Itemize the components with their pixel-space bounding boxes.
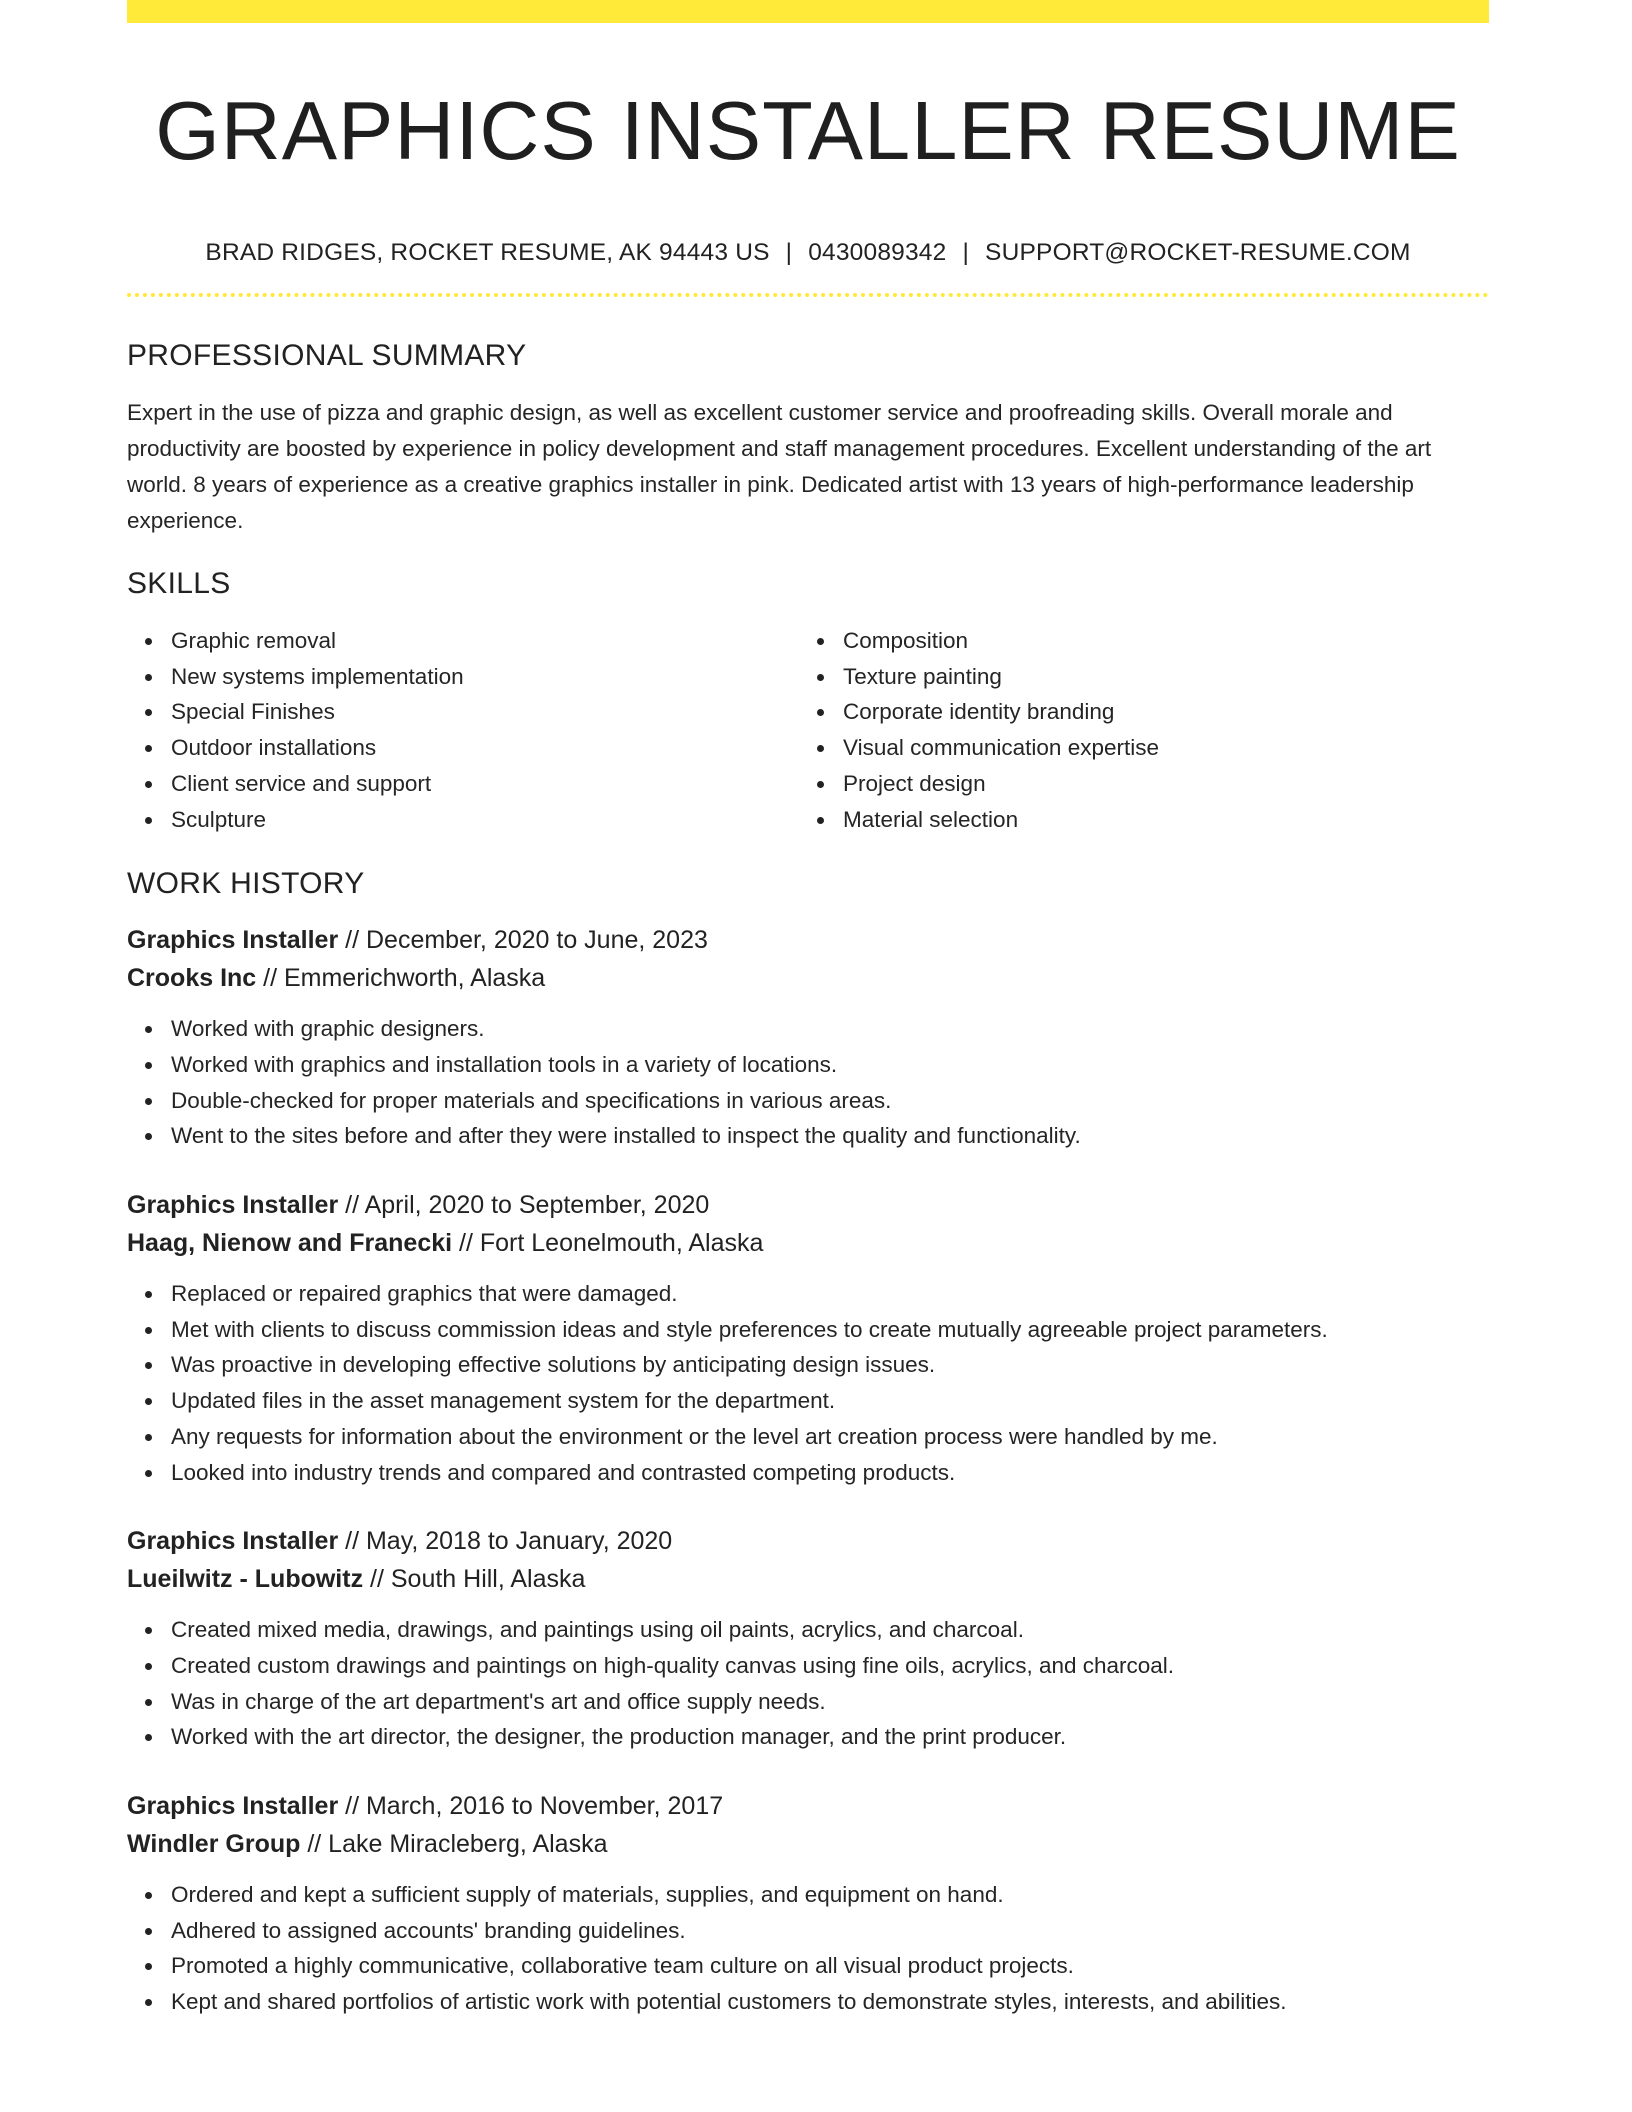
job-company: Haag, Nienow and Franecki — [127, 1229, 453, 1258]
skill-item: Outdoor installations — [171, 730, 799, 766]
job-company: Lueilwitz - Lubowitz — [127, 1565, 364, 1594]
job-title: Graphics Installer — [127, 1527, 339, 1556]
skill-item: Project design — [843, 766, 1471, 802]
resume-page — [127, 0, 1489, 2020]
summary-text: Expert in the use of pizza and graphic design, as well as excellent customer service and proofreading skills. Overall morale and productivity are boosted by experience in policy development and staff management procedures. Excellent understanding of the art world. 8 years of experience as a creative graphics installer in pink. Dedicated artist with 13 years of high-performance leadership experience. — [127, 400, 1432, 533]
job-duties — [127, 1011, 1489, 1154]
section-heading-work-history: WORK HISTORY — [127, 867, 365, 901]
skill-item: Material selection — [843, 802, 1471, 838]
job-dates: // December, 2020 to June, 2023 — [338, 926, 708, 955]
job-entry — [127, 921, 1489, 1154]
job-company: Crooks Inc — [127, 964, 257, 993]
contact-line — [127, 237, 1489, 269]
contact-email[interactable]: SUPPORT@ROCKET-RESUME.COM — [985, 239, 1411, 266]
contact-address: BRAD RIDGES, ROCKET RESUME, AK 94443 US — [205, 239, 770, 266]
duty-item: Worked with graphic designers. — [171, 1011, 1489, 1047]
duty-item: Worked with graphics and installation tools in a variety of locations. — [171, 1047, 1489, 1083]
skill-item: Texture painting — [843, 659, 1471, 695]
job-location: // Emmerichworth, Alaska — [256, 964, 546, 993]
duty-item: Was proactive in developing effective solutions by anticipating design issues. — [171, 1347, 1489, 1383]
duty-item: Adhered to assigned accounts' branding guidelines. — [171, 1913, 1489, 1949]
job-duties — [127, 1276, 1489, 1490]
job-dates: // May, 2018 to January, 2020 — [338, 1527, 673, 1556]
job-title-line — [127, 1186, 1489, 1224]
duty-item: Looked into industry trends and compared and contrasted competing products. — [171, 1455, 1489, 1491]
skill-item: Visual communication expertise — [843, 730, 1471, 766]
contact-separator: | — [785, 239, 793, 266]
job-company-line — [127, 959, 1489, 997]
job-dates: // March, 2016 to November, 2017 — [338, 1792, 724, 1821]
dotted-divider — [127, 293, 1489, 297]
job-company-line — [127, 1224, 1489, 1262]
duty-item: Went to the sites before and after they were installed to inspect the quality and functionality. — [171, 1118, 1489, 1154]
job-title: Graphics Installer — [127, 926, 339, 955]
job-location: // South Hill, Alaska — [363, 1565, 586, 1594]
duty-item: Was in charge of the art department's art and office supply needs. — [171, 1684, 1489, 1720]
section-heading-skills: SKILLS — [127, 567, 231, 600]
skills-list — [127, 623, 1489, 837]
duty-item: Worked with the art director, the designer, the production manager, and the print producer. — [171, 1719, 1489, 1755]
skill-item: New systems implementation — [171, 659, 799, 695]
skills-column-left — [127, 623, 799, 837]
duty-item: Ordered and kept a sufficient supply of materials, supplies, and equipment on hand. — [171, 1877, 1489, 1913]
job-entry — [127, 1522, 1489, 1755]
duty-item: Met with clients to discuss commission ideas and style preferences to create mutually agreeable project parameters. — [171, 1312, 1489, 1348]
job-entry — [127, 1186, 1489, 1490]
duty-item: Kept and shared portfolios of artistic work with potential customers to demonstrate styles, interests, and abilities. — [171, 1984, 1489, 2020]
duty-item: Created mixed media, drawings, and paintings using oil paints, acrylics, and charcoal. — [171, 1612, 1489, 1648]
job-title-line — [127, 921, 1489, 959]
job-company: Windler Group — [127, 1830, 301, 1859]
contact-separator: | — [962, 239, 970, 266]
duty-item: Replaced or repaired graphics that were damaged. — [171, 1276, 1489, 1312]
duty-item: Created custom drawings and paintings on high-quality canvas using fine oils, acrylics, and charcoal. — [171, 1648, 1489, 1684]
job-company-line — [127, 1560, 1489, 1598]
section-heading-summary: PROFESSIONAL SUMMARY — [127, 339, 527, 372]
duty-item: Any requests for information about the environment or the level art creation process were handled by me. — [171, 1419, 1489, 1455]
job-company-line — [127, 1825, 1489, 1863]
job-duties — [127, 1877, 1489, 2020]
job-title-line — [127, 1787, 1489, 1825]
resume-title: GRAPHICS INSTALLER RESUME — [155, 84, 1461, 177]
job-entry — [127, 1787, 1489, 2020]
duty-item: Promoted a highly communicative, collaborative team culture on all visual product projects. — [171, 1948, 1489, 1984]
job-location: // Lake Miracleberg, Alaska — [300, 1830, 608, 1859]
accent-bar — [127, 0, 1489, 23]
duty-item: Updated files in the asset management system for the department. — [171, 1383, 1489, 1419]
duty-item: Double-checked for proper materials and specifications in various areas. — [171, 1083, 1489, 1119]
job-dates: // April, 2020 to September, 2020 — [338, 1191, 710, 1220]
skill-item: Corporate identity branding — [843, 694, 1471, 730]
skill-item: Sculpture — [171, 802, 799, 838]
skill-item: Graphic removal — [171, 623, 799, 659]
job-title: Graphics Installer — [127, 1191, 339, 1220]
skills-column-right — [799, 623, 1471, 837]
skill-item: Composition — [843, 623, 1471, 659]
job-location: // Fort Leonelmouth, Alaska — [452, 1229, 764, 1258]
skill-item: Special Finishes — [171, 694, 799, 730]
contact-phone: 0430089342 — [808, 239, 947, 266]
job-duties — [127, 1612, 1489, 1755]
job-title: Graphics Installer — [127, 1792, 339, 1821]
skill-item: Client service and support — [171, 766, 799, 802]
job-title-line — [127, 1522, 1489, 1560]
